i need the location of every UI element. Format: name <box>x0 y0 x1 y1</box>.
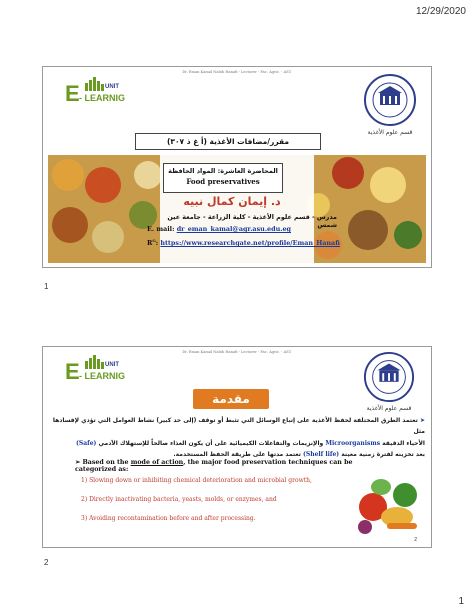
para-line-2 <box>49 438 425 449</box>
logo-learning-text: - LEARNIG <box>79 93 125 103</box>
researchgate-line <box>147 238 340 247</box>
slide-inner-number: 2 <box>414 537 417 543</box>
researchgate-link[interactable]: https://www.researchgate.net/profile/Eman_Hanafi <box>160 239 340 248</box>
author-name: د. إيمان كمال نبيه <box>183 195 281 208</box>
slide-1 <box>42 66 432 268</box>
lecture-title-box <box>163 163 283 193</box>
researchgate-label-sup: G <box>152 238 156 243</box>
university-seal-icon <box>363 351 415 403</box>
vegetables-image <box>353 467 425 537</box>
logo-unit-text: UNIT <box>105 362 119 368</box>
bullet-mode-of-action: mode of action <box>130 459 184 466</box>
course-title-box <box>135 133 321 150</box>
term-safe: (Safe) <box>76 439 97 447</box>
bullet-prefix: Based on the <box>82 459 129 466</box>
para-line-3-end: تعتمد مدتها على طريقة الحفظ المستخدمة. <box>173 451 301 459</box>
slide-1-number: 1 <box>44 282 49 291</box>
logo-unit-text: UNIT <box>105 84 119 90</box>
e-learning-logo <box>65 355 135 391</box>
intro-paragraph <box>49 415 425 461</box>
technique-item-3: 3) Avoiding recontamination before and after processing. <box>81 515 256 522</box>
slide-2-number: 2 <box>44 558 49 567</box>
technique-item-2: 2) Directly inactivating bacteria, yeasts, molds, or enzymes, and <box>81 496 277 503</box>
footer-page-number: 1 <box>458 596 464 607</box>
researchgate-label: R <box>147 239 153 248</box>
para-line-1 <box>49 415 425 438</box>
para-line-2-rest: والإنزيمات والتفاعلات الكيميائية على أن يكون الغذاء صالحاً للإستهلاك الآدمي <box>98 439 324 447</box>
department-label: قسم علوم الأغذية <box>367 129 413 136</box>
bullet-suffix: , the major food preservation techniques can be categorized as: <box>75 459 353 473</box>
arrow-bullet-icon: ➤ <box>417 417 425 424</box>
email-line <box>147 225 291 233</box>
email-label: E. mail: <box>147 225 175 233</box>
university-seal-icon <box>363 73 417 127</box>
slide-2 <box>42 346 432 548</box>
researchgate-separator: : <box>155 239 159 248</box>
technique-item-1: 1) Slowing down or inhibiting chemical deterioration and microbial growth, <box>81 477 312 484</box>
para-line-2-ar: الأحياء الدقيقة <box>382 439 425 447</box>
email-link[interactable]: dr_eman_kamal@agr.asu.edu.eg <box>176 225 291 233</box>
term-shelf-life: (Shelf life) <box>303 451 340 459</box>
term-microorganisms: Microorganisms <box>325 439 381 447</box>
english-bullet <box>75 459 375 473</box>
lecture-title-ar: المحاضرة العاشرة: المواد الحافظة <box>168 167 278 175</box>
author-affiliation: مدرس - قسم علوم الأغذية - كلية الزراعة - جامعة عين شمس <box>167 213 337 229</box>
lecture-title-en: Food preservatives <box>186 177 260 186</box>
department-label: قسم علوم الأغذية <box>366 405 412 412</box>
logo-learning-text: - LEARNIG <box>79 371 125 381</box>
print-date: 12/29/2020 <box>415 6 466 17</box>
slide-title: مقدمة <box>193 389 269 409</box>
slide-credit: Dr. Eman Kamal Nabih Hanafi - Lecturer - Fac. Agric. - ASU <box>182 70 292 74</box>
e-learning-logo <box>65 77 135 113</box>
slide-credit: Dr. Eman Kamal Nabih Hanafi - Lecturer - Fac. Agric. - ASU <box>182 350 292 354</box>
arrow-bullet-icon: ➢ <box>75 459 83 466</box>
logo-e-icon: E <box>65 81 80 106</box>
para-line-3-start: بعد تخزينه لفترة زمنية معينة <box>341 451 425 459</box>
course-title: مقرر/مضافات الأغذية (أ غ ذ ٣٠٧) <box>166 137 290 146</box>
logo-e-icon: E <box>65 359 80 384</box>
para-line-1-text: تعتمد الطرق المختلفة لحفظ الأغذية على إتباع الوسائل التي تثبط أو توقف (إلى حد كبير) نشاط العوامل التي تؤدي لإفسادها مثل <box>52 417 425 436</box>
